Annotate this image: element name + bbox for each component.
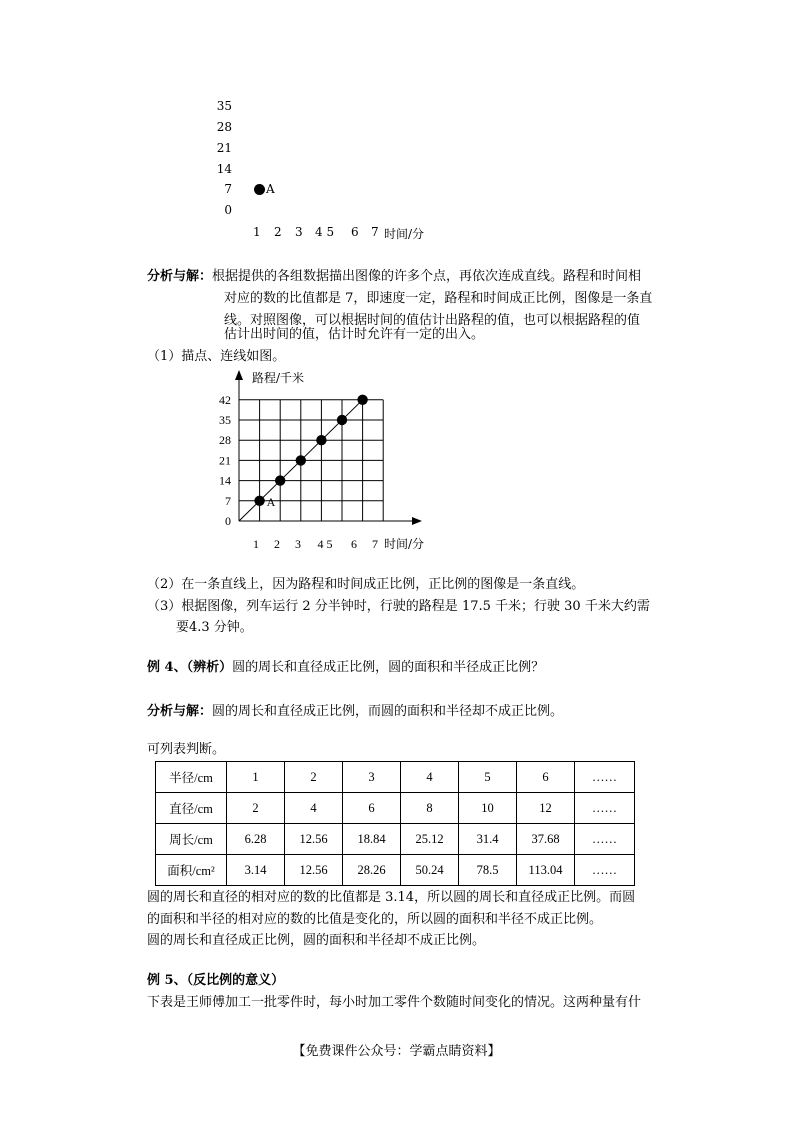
y-axis-label: 路程/千米 xyxy=(252,371,305,385)
table-cell: 12.56 xyxy=(285,824,343,855)
top-x-tick: 4 5 xyxy=(315,225,335,239)
analysis1-line3: 线。对照图像，可以根据时间的值估计出路程的值，也可以根据路程的值 xyxy=(224,313,641,328)
table-cell: 37.68 xyxy=(517,824,575,855)
data-point xyxy=(254,496,264,506)
top-y-tick: 35 xyxy=(216,99,232,113)
x-tick-label: 3 xyxy=(295,537,301,551)
y-tick-label: 7 xyxy=(225,493,231,508)
table-cell: 6 xyxy=(343,793,401,824)
table-cell: 113.04 xyxy=(517,855,575,886)
conclusion-line2: 的面积和半径的相对应的数的比值是变化的，所以圆的面积和半径不成正比例。 xyxy=(147,912,603,927)
table-cell: 2 xyxy=(227,793,285,824)
table-cell: 4 xyxy=(401,762,459,793)
circle-table xyxy=(155,761,635,886)
top-y-tick: 7 xyxy=(224,182,232,196)
example5-label: 例 5、（反比例的意义） xyxy=(147,973,285,988)
top-x-tick: 7 xyxy=(371,225,379,239)
y-tick-label: 28 xyxy=(219,433,231,448)
table-row xyxy=(156,824,635,855)
table-cell: 1 xyxy=(227,762,285,793)
step1-text: （1）描点、连线如图。 xyxy=(147,349,286,364)
row-header-cell: 半径/cm xyxy=(156,762,227,793)
table-cell: 12.56 xyxy=(285,855,343,886)
analysis1-line4: 估计出时间的值，估计时允许有一定的出入。 xyxy=(224,327,485,342)
y-tick-label: 35 xyxy=(219,413,231,427)
analysis2-text: 圆的周长和直径成正比例，而圆的面积和半径却不成正比例。 xyxy=(212,704,564,719)
table-cell: …… xyxy=(575,855,635,886)
table-cell: 5 xyxy=(459,762,517,793)
example5-text: 下表是王师傅加工一批零件时，每小时加工零件个数随时间变化的情况。这两种量有什 xyxy=(147,995,642,1010)
conclusion-line3: 圆的周长和直径成正比例，圆的面积和半径却不成正比例。 xyxy=(147,933,486,948)
top-point-label: A xyxy=(266,182,275,196)
table-cell: 8 xyxy=(401,793,459,824)
table-cell: 6.28 xyxy=(227,824,285,855)
example4-label: 例 4、（辨析） xyxy=(147,660,233,675)
table-row xyxy=(156,855,635,886)
top-y-tick: 21 xyxy=(216,141,232,155)
row-header-cell: 直径/cm xyxy=(156,793,227,824)
table-cell: 31.4 xyxy=(459,824,517,855)
table-intro: 可列表判断。 xyxy=(147,742,226,757)
top-x-tick: 3 xyxy=(295,225,303,239)
row-header-cell: 周长/cm xyxy=(156,824,227,855)
data-point xyxy=(357,395,367,405)
table-cell: 50.24 xyxy=(401,855,459,886)
table-cell: 3 xyxy=(343,762,401,793)
top-y-tick: 0 xyxy=(224,203,232,217)
x-tick-label: 1 xyxy=(253,537,259,551)
table-cell: 2 xyxy=(285,762,343,793)
table-cell: 12 xyxy=(517,793,575,824)
top-y-tick: 28 xyxy=(216,120,232,134)
y-axis-arrow xyxy=(235,370,243,380)
footer: 【免费课件公众号：学霸点睛资料】 xyxy=(292,1044,501,1059)
table-row xyxy=(156,762,635,793)
table-cell: …… xyxy=(575,824,635,855)
top-x-tick: 6 xyxy=(351,225,359,239)
step2-text: （2）在一条直线上，因为路程和时间成正比例，正比例的图像是一条直线。 xyxy=(147,577,585,592)
example4 xyxy=(147,657,544,679)
step3-line2: 要4.3 分钟。 xyxy=(176,620,253,635)
data-point xyxy=(337,415,347,425)
table-cell: …… xyxy=(575,793,635,824)
table-cell: 78.5 xyxy=(459,855,517,886)
analysis1-text: 根据提供的各组数据描出图像的许多个点，再依次连成直线。路程和时间相 xyxy=(212,269,642,284)
analysis1-line2: 对应的数的比值都是 7，即速度一定，路程和时间成正比例，图像是一条直 xyxy=(224,291,653,306)
x-tick-label: 4 5 xyxy=(317,537,333,551)
example4-text: 圆的周长和直径成正比例，圆的面积和半径成正比例？ xyxy=(232,660,545,675)
table-cell: …… xyxy=(575,762,635,793)
data-point xyxy=(316,435,326,445)
data-point xyxy=(296,455,306,465)
x-tick-label: 2 xyxy=(274,537,280,551)
x-tick-label: 6 xyxy=(351,537,357,551)
x-axis-arrow xyxy=(412,517,422,525)
x-axis-label: 时间/分 xyxy=(384,537,425,551)
analysis2 xyxy=(147,701,563,723)
top-x-tick: 2 xyxy=(274,225,282,239)
y-tick-label: 21 xyxy=(219,453,231,468)
table-row xyxy=(156,793,635,824)
table-cell: 4 xyxy=(285,793,343,824)
top-x-unit: 时间/分 xyxy=(384,227,425,241)
top-y-tick: 14 xyxy=(216,162,232,176)
conclusion-line1: 圆的周长和直径的相对应的数的比值都是 3.14，所以圆的周长和直径成正比例。而圆 xyxy=(147,890,636,905)
point-label: A xyxy=(266,494,276,509)
top-x-tick: 1 xyxy=(253,225,261,239)
step3-line1: （3）根据图像，列车运行 2 分半钟时，行驶的路程是 17.5 千米；行驶 30 千米大约需 xyxy=(147,599,650,614)
row-header-cell: 面积/cm² xyxy=(156,855,227,886)
y-tick-label: 42 xyxy=(219,392,231,407)
table-cell: 10 xyxy=(459,793,517,824)
table-cell: 18.84 xyxy=(343,824,401,855)
y-tick-label: 0 xyxy=(225,514,231,528)
analysis1-lead: 分析与解： xyxy=(147,269,213,284)
data-point xyxy=(275,475,285,485)
table-cell: 3.14 xyxy=(227,855,285,886)
table-cell: 28.26 xyxy=(343,855,401,886)
analysis2-lead: 分析与解： xyxy=(147,704,213,719)
x-tick-label: 7 xyxy=(372,537,378,551)
table-cell: 25.12 xyxy=(401,824,459,855)
table-cell: 6 xyxy=(517,762,575,793)
y-tick-label: 14 xyxy=(219,473,231,488)
